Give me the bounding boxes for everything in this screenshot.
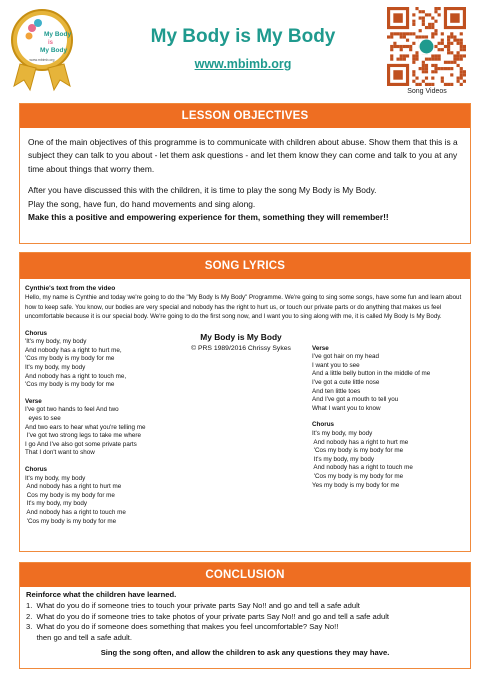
- lyric-line: It's my body, my body: [25, 364, 86, 371]
- lyric-line: What I want you to know: [312, 404, 381, 412]
- lyric-line: And nobody has a right to touch me,: [25, 372, 127, 380]
- lyric-line: It's my body, my body: [312, 429, 373, 437]
- lyric-line: And nobody has a right to hurt me,: [25, 346, 122, 354]
- lyric-line: 'Cos my body is my body for me: [25, 381, 115, 389]
- conclusion-item: 2. What do you do if someone tries to take photos of your private parts Say No!! and go and tell a safe adult: [26, 611, 390, 621]
- intro-heading: Cynthie's text from the video: [25, 285, 116, 292]
- lyric-line: Cos my body is my body for me: [25, 491, 115, 499]
- logo-text-2: is: [48, 40, 54, 46]
- objectives-paragraph: One of the main objectives of this programme is to communicate with children about abuse. Show them that this is a subject they can talk to you about - let them ask questions - and let them know they can come and talk to you at any time about things that worry them.: [28, 137, 458, 174]
- lyric-line: I've got a cute little nose: [312, 379, 380, 386]
- objectives-paragraph: Play the song, have fun, do hand movements and sing along.: [28, 198, 256, 209]
- lyric-line: I want you to see: [312, 361, 360, 369]
- song-title: My Body is My Body: [200, 331, 282, 342]
- lyric-line: And nobody has a right to hurt me: [25, 483, 122, 491]
- intro-text: Hello, my name is Cynthie and today we're going to do the "My Body Is My Body" Programme. We're going to sing some songs, have some fun and learn about how to keep safe. You know, our bodies are very special and nobody has the right to hurt us, or touch our private parts or do anything that makes us feel uncomfortable because it is our special body. We're going to do the first song now, and I want you to sing along with me, it is called My Body Is My Body.: [25, 294, 462, 321]
- conclusion-item: 1. What do you do if someone tries to touch your private parts Say No!! and go and tell a safe adult: [26, 600, 360, 610]
- lyrics-block-label: Chorus: [25, 329, 48, 337]
- lyric-line: 'Cos my body is my body for me: [25, 355, 115, 363]
- lyric-line: Yes my body is my body for me: [312, 481, 400, 489]
- site-url-link[interactable]: www.mbimb.org: [194, 57, 292, 71]
- section-heading: LESSON OBJECTIVES: [20, 104, 470, 128]
- conclusion-item: 3. What do you do if someone does something that makes you feel uncomfortable? Say No!!: [26, 622, 339, 632]
- lyric-line: It's my body, my body: [25, 474, 86, 482]
- lyric-line: 'It's my body, my body: [25, 338, 87, 346]
- song-credit: [166, 332, 316, 354]
- song-lyrics-section: [19, 252, 471, 552]
- lyric-line: It's my body, my body: [312, 455, 374, 463]
- logo-url: www.mbimb.org: [29, 58, 55, 62]
- lyric-line: I've got hair on my head: [312, 353, 380, 361]
- section-heading: SONG LYRICS: [20, 253, 470, 279]
- qr-code[interactable]: [387, 7, 466, 86]
- lyric-line: And two ears to hear what you're telling me: [25, 423, 146, 431]
- lyrics-block-label: Chorus: [25, 465, 48, 473]
- lyrics-block-label: Chorus: [312, 421, 335, 429]
- conclusion-footer: Sing the song often, and allow the children to ask any questions they may have.: [100, 647, 390, 657]
- lyric-line: I've got two strong legs to take me where: [25, 432, 142, 440]
- lyrics-block-label: Verse: [312, 344, 329, 352]
- section-heading: CONCLUSION: [20, 563, 470, 587]
- lyric-line: 'Cos my body is my body for me: [312, 472, 404, 480]
- objectives-paragraph: After you have discussed this with the children, it is time to play the song My Body is My Body.: [28, 185, 377, 196]
- lyric-line: And a little belly button in the middle of me: [312, 370, 431, 378]
- page-title: My Body is My Body: [150, 26, 336, 47]
- lyric-line: And ten little toes: [312, 387, 361, 395]
- logo-text-1: My Body: [44, 31, 72, 38]
- lyric-line: And I've got a mouth to tell you: [312, 396, 399, 404]
- lesson-objectives-section: [19, 103, 471, 244]
- lyric-line: And nobody has a right to touch me: [312, 464, 413, 472]
- lyric-line: I go And I've also got some private parts: [25, 440, 137, 448]
- logo-text-3: My Body: [40, 47, 68, 54]
- mbimb-logo: [10, 6, 74, 94]
- lyric-line: 'Cos my body is my body for me: [25, 517, 117, 525]
- lyric-line: And nobody has a right to touch me: [25, 508, 126, 516]
- lyric-line: It's my body, my body: [25, 500, 87, 508]
- objectives-emphasis: Make this a positive and empowering experience for them, something they will remember!!: [28, 212, 389, 223]
- lyric-line: And nobody has a right to hurt me: [312, 438, 409, 446]
- conclusion-list: [26, 601, 464, 644]
- qr-center-logo: [420, 40, 434, 54]
- conclusion-item: then go and tell a safe adult.: [26, 633, 132, 643]
- conclusion-lead: Reinforce what the children have learned.: [26, 590, 177, 599]
- lyrics-block-label: Verse: [25, 397, 42, 405]
- qr-caption: Song Videos: [407, 88, 447, 95]
- lyrics-left-column: [25, 330, 185, 526]
- conclusion-section: [19, 562, 471, 669]
- lyric-line: 'Cos my body is my body for me: [312, 447, 404, 455]
- lyric-line: eyes to see: [25, 414, 61, 422]
- song-copyright: © PRS 1989/2016 Chrissy Sykes: [191, 344, 291, 352]
- lyrics-right-column: [312, 345, 467, 491]
- lyric-line: That I don't want to show: [25, 449, 95, 457]
- lyric-line: I've got two hands to feel And two: [25, 406, 119, 414]
